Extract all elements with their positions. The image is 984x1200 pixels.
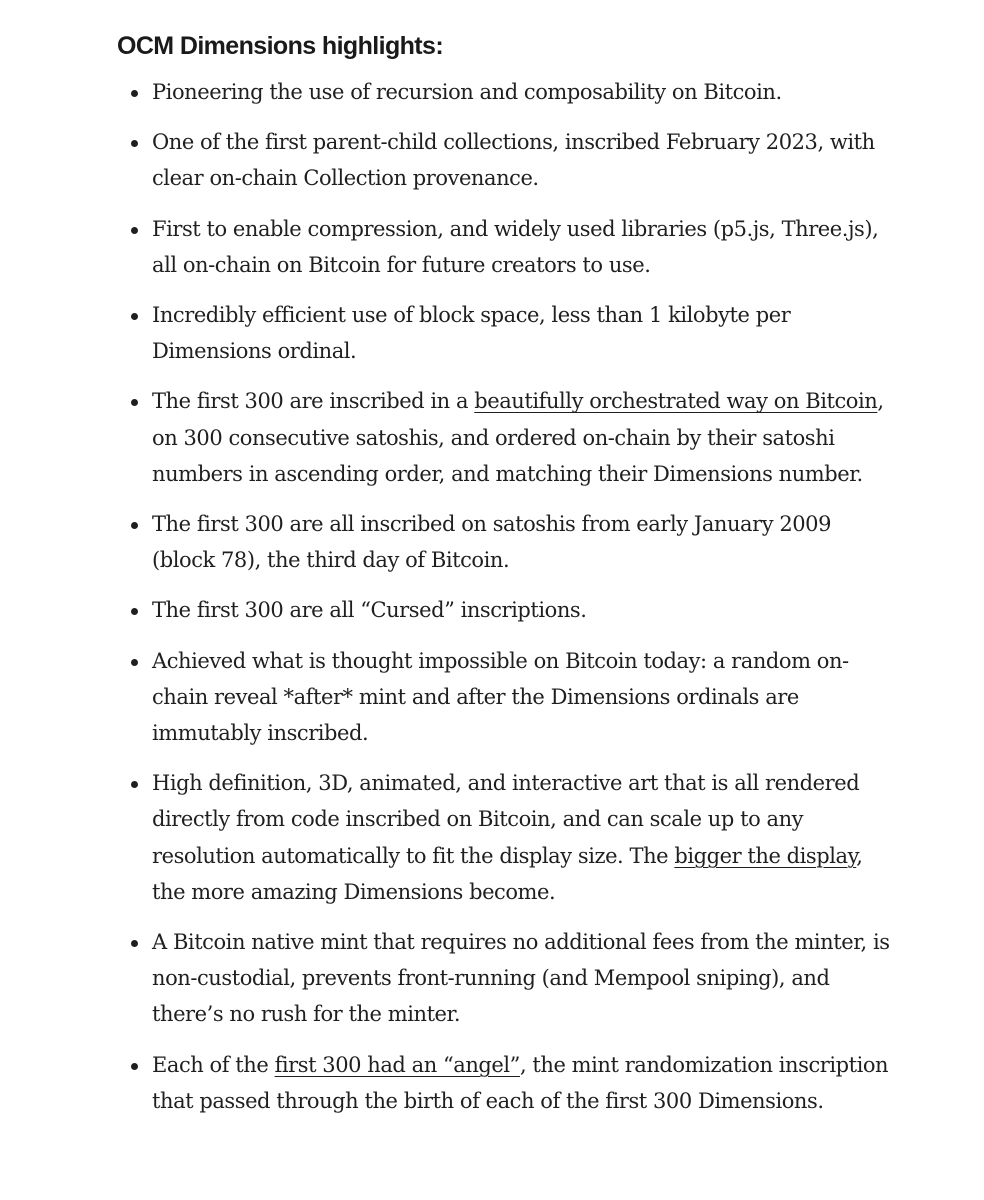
bullet-icon (131, 313, 138, 320)
list-item (117, 124, 897, 196)
list-item (117, 211, 897, 283)
item-text: The first 300 are all “Cursed” inscriptions. (152, 598, 587, 623)
item-text-after: , the mint randomization inscription that passed through the birth of each of the first 300 Dimensions. (152, 1052, 889, 1113)
bullet-icon (131, 659, 138, 666)
bullet-icon (131, 90, 138, 97)
bullet-icon (131, 227, 138, 234)
bullet-icon (131, 940, 138, 947)
list-item (117, 74, 897, 110)
bullet-icon (131, 522, 138, 529)
orchestrated-way-link[interactable]: beautifully orchestrated way on Bitcoin (474, 389, 878, 414)
item-text-before: High definition, 3D, animated, and interactive art that is all rendered directly from code inscribed on Bitcoin, and can scale up to any resolution automatically to fit the display size. The (152, 771, 860, 868)
bullet-icon (131, 1063, 138, 1070)
bullet-icon (131, 608, 138, 615)
list-item (117, 924, 897, 1033)
item-text-after: , on 300 consecutive satoshis, and ordered on-chain by their satoshi numbers in ascending order, and matching their Dimensions number. (152, 389, 884, 486)
item-text: The first 300 are all inscribed on satoshis from early January 2009 (block 78), the third day of Bitcoin. (152, 512, 831, 573)
list-item (117, 1047, 897, 1119)
list-item (117, 297, 897, 369)
list-item (117, 765, 897, 910)
highlights-list (117, 74, 897, 1119)
bullet-icon (131, 399, 138, 406)
item-text: First to enable compression, and widely used libraries (p5.js, Three.js), all on-chain on Bitcoin for future creators to use. (152, 216, 879, 277)
angel-link[interactable]: first 300 had an “angel” (274, 1052, 520, 1077)
section-heading: OCM Dimensions highlights: (117, 32, 444, 60)
item-text-before: The first 300 are inscribed in a (152, 389, 475, 414)
list-item (117, 643, 897, 752)
item-text: Pioneering the use of recursion and composability on Bitcoin. (152, 80, 782, 104)
bullet-icon (131, 140, 138, 147)
bigger-display-link[interactable]: bigger the display (674, 843, 857, 868)
list-item (117, 383, 897, 492)
item-text: A Bitcoin native mint that requires no additional fees from the minter, is non-custodial, prevents front-running (and Mempool sniping), and there’s no rush for the minter. (152, 930, 890, 1027)
item-text-before: Each of the (152, 1052, 275, 1077)
list-item (117, 506, 897, 578)
item-text: Achieved what is thought impossible on Bitcoin today: a random on-chain reveal *after* mint and after the Dimensions ordinals are immutably inscribed. (152, 648, 849, 746)
item-text-after: , the more amazing Dimensions become. (152, 843, 863, 904)
item-text: One of the first parent-child collections, inscribed February 2023, with clear on-chain Collection provenance. (152, 130, 875, 191)
article-body (117, 28, 897, 1133)
item-text: Incredibly efficient use of block space, less than 1 kilobyte per Dimensions ordinal. (152, 303, 791, 364)
bullet-icon (131, 781, 138, 788)
list-item (117, 592, 897, 628)
